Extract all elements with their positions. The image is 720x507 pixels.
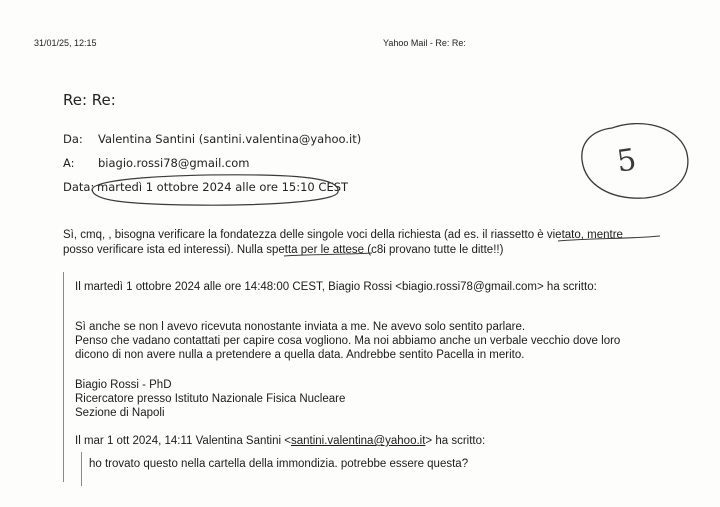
circled-number: 5 [614,142,639,180]
to-value: biagio.rossi78@gmail.com [98,156,250,170]
quote1-line-2: Penso che vadano contattati per capire cosa vogliono. Ma noi abbiamo anche un verbale vecchio dove loro [75,335,621,347]
underline-vietato [558,236,660,241]
signature-name: Biagio Rossi - PhD [75,379,172,391]
from-label: Da: [63,132,83,146]
date-label: Data: [63,180,95,194]
quote1-line-1: Sì anche se non l avevo ricevuta nonostante inviata a me. Ne avevo solo sentito parlare. [75,321,526,333]
quote1-line-3: dicono di non avere nulla a pretendere a quella data. Andrebbe sentito Pacella in merito. [75,349,525,361]
quote2-line-1: ho trovato questo nella cartella della immondizia. potrebbe essere questa? [89,458,469,470]
date-value: martedì 1 ottobre 2024 alle ore 15:10 CEST [97,180,349,194]
date-oval-stroke [92,175,338,205]
quote1-attribution: Il martedì 1 ottobre 2024 alle ore 14:48:00 CEST, Biagio Rossi <biagio.rossi78@gmail.com> ha scritto: [75,281,597,293]
email-subject: Re: Re: [63,91,116,109]
quote2-email-link[interactable]: santini.valentina@yahoo.it [290,435,426,447]
to-label: A: [63,156,75,170]
signature-dept: Sezione di Napoli [75,407,165,419]
print-datetime: 31/01/25, 12:15 [34,38,97,48]
body-line-2: posso verificare ista ed interessi). Nulla spetta per le attese (c8i provano tutte le ditte!!) [63,244,504,256]
print-title: Yahoo Mail - Re: Re: [383,38,466,48]
underline-attese [284,253,372,256]
signature-role: Ricercatore presso Istituto Nazionale Fisica Nucleare [75,393,346,405]
from-value: Valentina Santini (santini.valentina@yahoo.it) [98,132,362,146]
body-line-1: Sì, cmq, , bisogna verificare la fondatezza delle singole voci della richiesta (ad es. il riassetto è vietato, mentre [63,229,623,241]
quote2-attr-suffix: > ha scritto: [425,435,486,447]
quote2-attr-prefix: Il mar 1 ott 2024, 14:11 Valentina Santini < [75,435,291,447]
